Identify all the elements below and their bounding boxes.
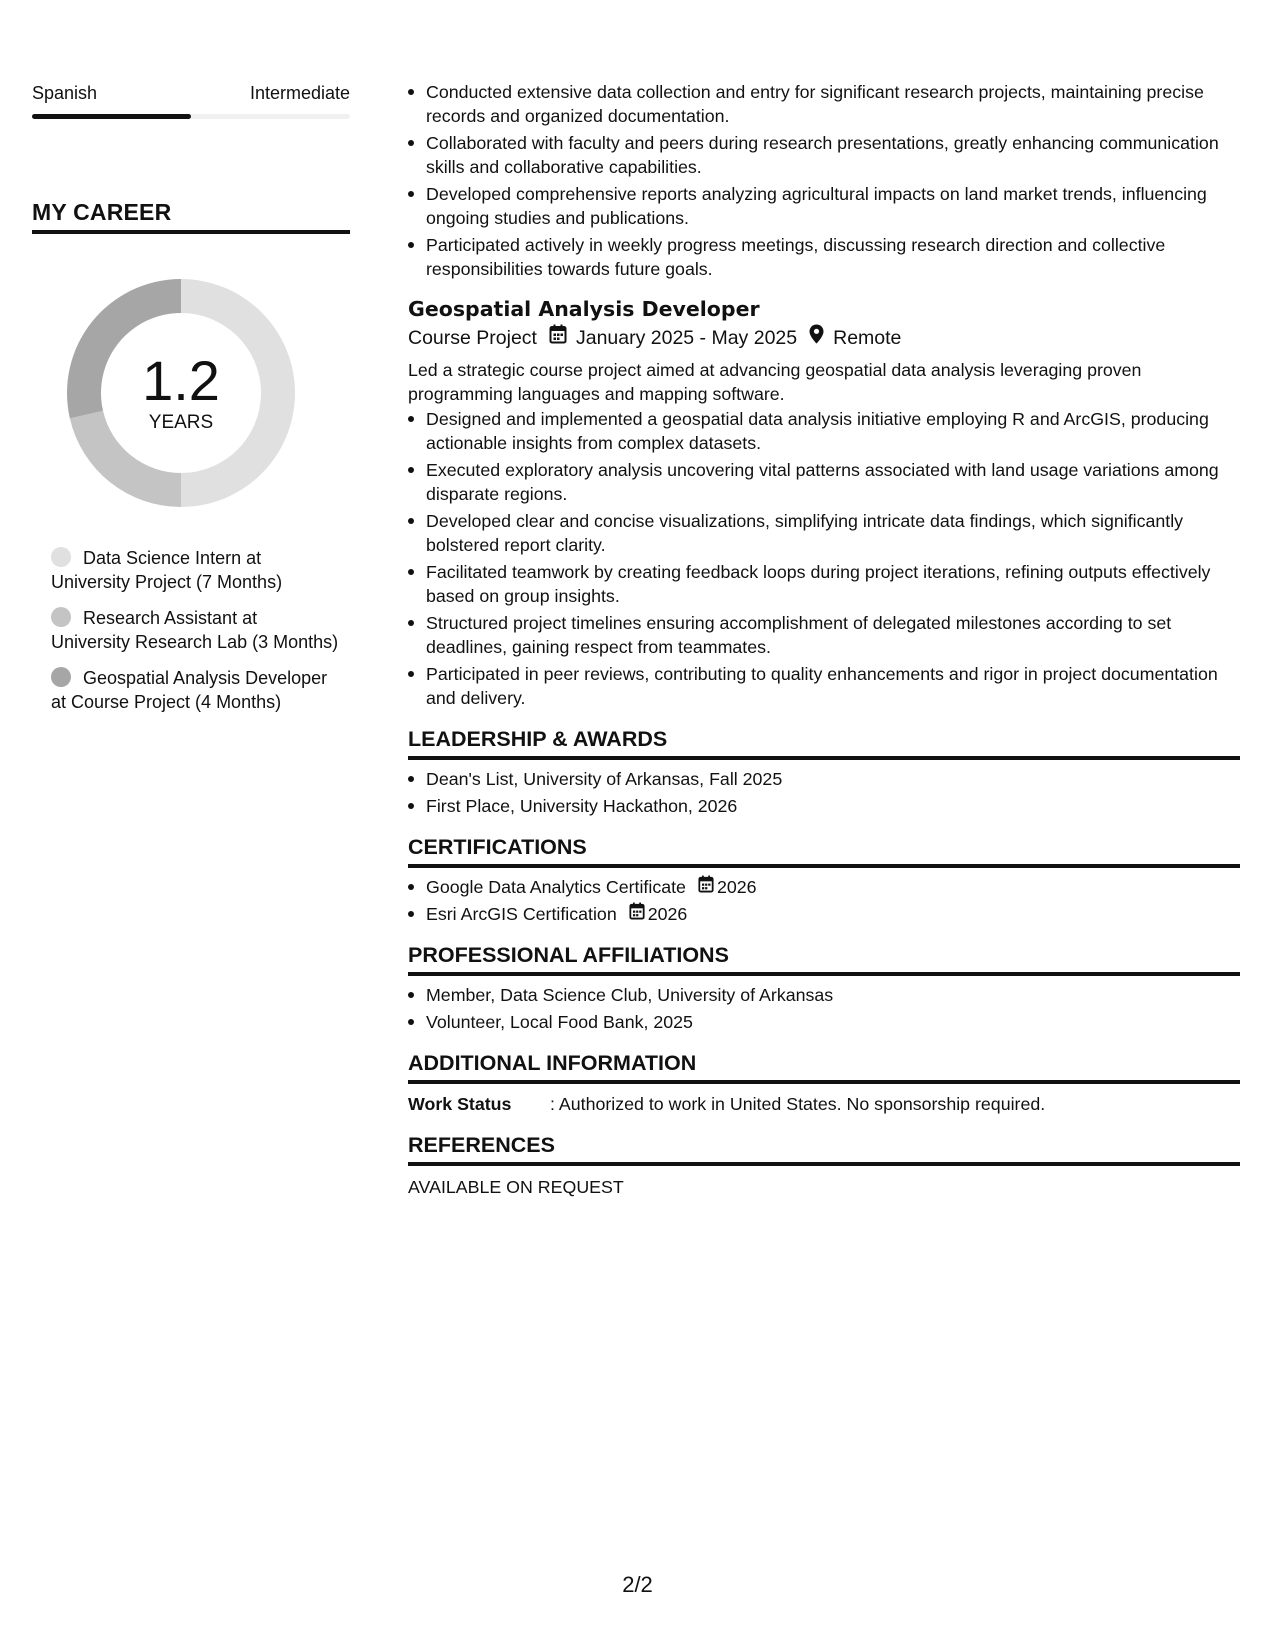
legend-label: Geospatial Analysis Developer at Course Project (4 Months) [51, 668, 328, 712]
additional-info-heading: ADDITIONAL INFORMATION [408, 1048, 1240, 1084]
job-bullet: Collaborated with faculty and peers during research presentations, greatly enhancing communication skills and collaborative capabilities. [426, 131, 1240, 179]
legend-label: Data Science Intern at University Project (7 Months) [51, 548, 283, 592]
job-bullet: Participated in peer reviews, contributing to quality enhancements and rigor in project documentation and delivery. [426, 662, 1240, 710]
job-description: Led a strategic course project aimed at advancing geospatial data analysis leveraging proven programming languages and mapping software. [408, 360, 1142, 404]
certification-date [698, 875, 757, 899]
certification-year: 2026 [647, 904, 688, 924]
references-text: AVAILABLE ON REQUEST [408, 1177, 624, 1197]
career-total-value: 1.2 [142, 349, 220, 412]
previous-job-bullets [408, 80, 1240, 281]
certification-name: Esri ArcGIS Certification [426, 904, 617, 924]
career-legend-item [51, 546, 341, 594]
job-bullet: Developed clear and concise visualizations, simplifying intricate data findings, which significantly bolstered report clarity. [426, 509, 1240, 557]
language-proficiency-fill [32, 114, 191, 119]
legend-label: Research Assistant at University Research Lab (3 Months) [51, 608, 339, 652]
language-name: Spanish [32, 83, 98, 103]
job-bullet: Conducted extensive data collection and entry for significant research projects, maintaining precise records and organized documentation. [426, 80, 1240, 128]
certification-name: Google Data Analytics Certificate [426, 877, 686, 897]
certification-item [426, 875, 1240, 899]
legend-dot [51, 547, 71, 567]
location-pin-icon [809, 324, 824, 352]
legend-dot [51, 667, 71, 687]
language-proficiency-bar [32, 114, 350, 119]
sidebar [32, 80, 350, 726]
career-legend-item [51, 606, 341, 654]
affiliations-list [408, 983, 1240, 1034]
career-heading: MY CAREER [32, 199, 350, 234]
certifications-list [408, 875, 1240, 926]
affiliations-heading: PROFESSIONAL AFFILIATIONS [408, 940, 1240, 976]
job-bullet: Developed comprehensive reports analyzing agricultural impacts on land market trends, influencing ongoing studies and publications. [426, 182, 1240, 230]
award-item: Dean's List, University of Arkansas, Fall 2025 [426, 767, 1240, 791]
language-row [32, 80, 350, 106]
certification-year: 2026 [716, 877, 757, 897]
job-bullet: Executed exploratory analysis uncovering vital patterns associated with land usage variations among disparate regions. [426, 458, 1240, 506]
career-donut [66, 278, 296, 508]
job-meta [408, 324, 1240, 352]
job-location: Remote [833, 327, 902, 349]
calendar-icon [698, 875, 717, 899]
work-status-value: : Authorized to work in United States. No sponsorship required. [550, 1094, 1046, 1114]
calendar-icon [549, 324, 567, 352]
affiliation-item: Member, Data Science Club, University of Arkansas [426, 983, 1240, 1007]
career-total [66, 278, 296, 508]
references-heading: REFERENCES [408, 1130, 1240, 1166]
leadership-list [408, 767, 1240, 818]
main-content [408, 80, 1240, 1199]
language-level: Intermediate [249, 83, 350, 103]
job-bullet: Facilitated teamwork by creating feedback loops during project iterations, refining outputs effectively based on group insights. [426, 560, 1240, 608]
certification-item [426, 902, 1240, 926]
award-item: First Place, University Hackathon, 2026 [426, 794, 1240, 818]
career-total-unit: YEARS [148, 412, 214, 433]
certification-date [629, 902, 688, 926]
job-company: Course Project [408, 327, 537, 349]
affiliation-item: Volunteer, Local Food Bank, 2025 [426, 1010, 1240, 1034]
work-status-label: Work Status [408, 1094, 512, 1114]
job-bullets [408, 407, 1240, 710]
job-bullet: Structured project timelines ensuring accomplishment of delegated milestones according to set deadlines, gaining respect from teammates. [426, 611, 1240, 659]
job-bullet: Designed and implemented a geospatial data analysis initiative employing R and ArcGIS, producing actionable insights from complex datasets. [426, 407, 1240, 455]
career-legend-item [51, 666, 341, 714]
job-title: Geospatial Analysis Developer [408, 297, 760, 321]
career-legend [51, 546, 341, 714]
legend-dot [51, 607, 71, 627]
certifications-heading: CERTIFICATIONS [408, 832, 1240, 868]
calendar-icon [629, 902, 648, 926]
work-status-row [408, 1092, 1240, 1116]
job-dates: January 2025 - May 2025 [575, 327, 798, 349]
page-number: 2/2 [622, 1572, 653, 1597]
leadership-heading: LEADERSHIP & AWARDS [408, 724, 1240, 760]
job-bullet: Participated actively in weekly progress meetings, discussing research direction and collective responsibilities towards future goals. [426, 233, 1240, 281]
